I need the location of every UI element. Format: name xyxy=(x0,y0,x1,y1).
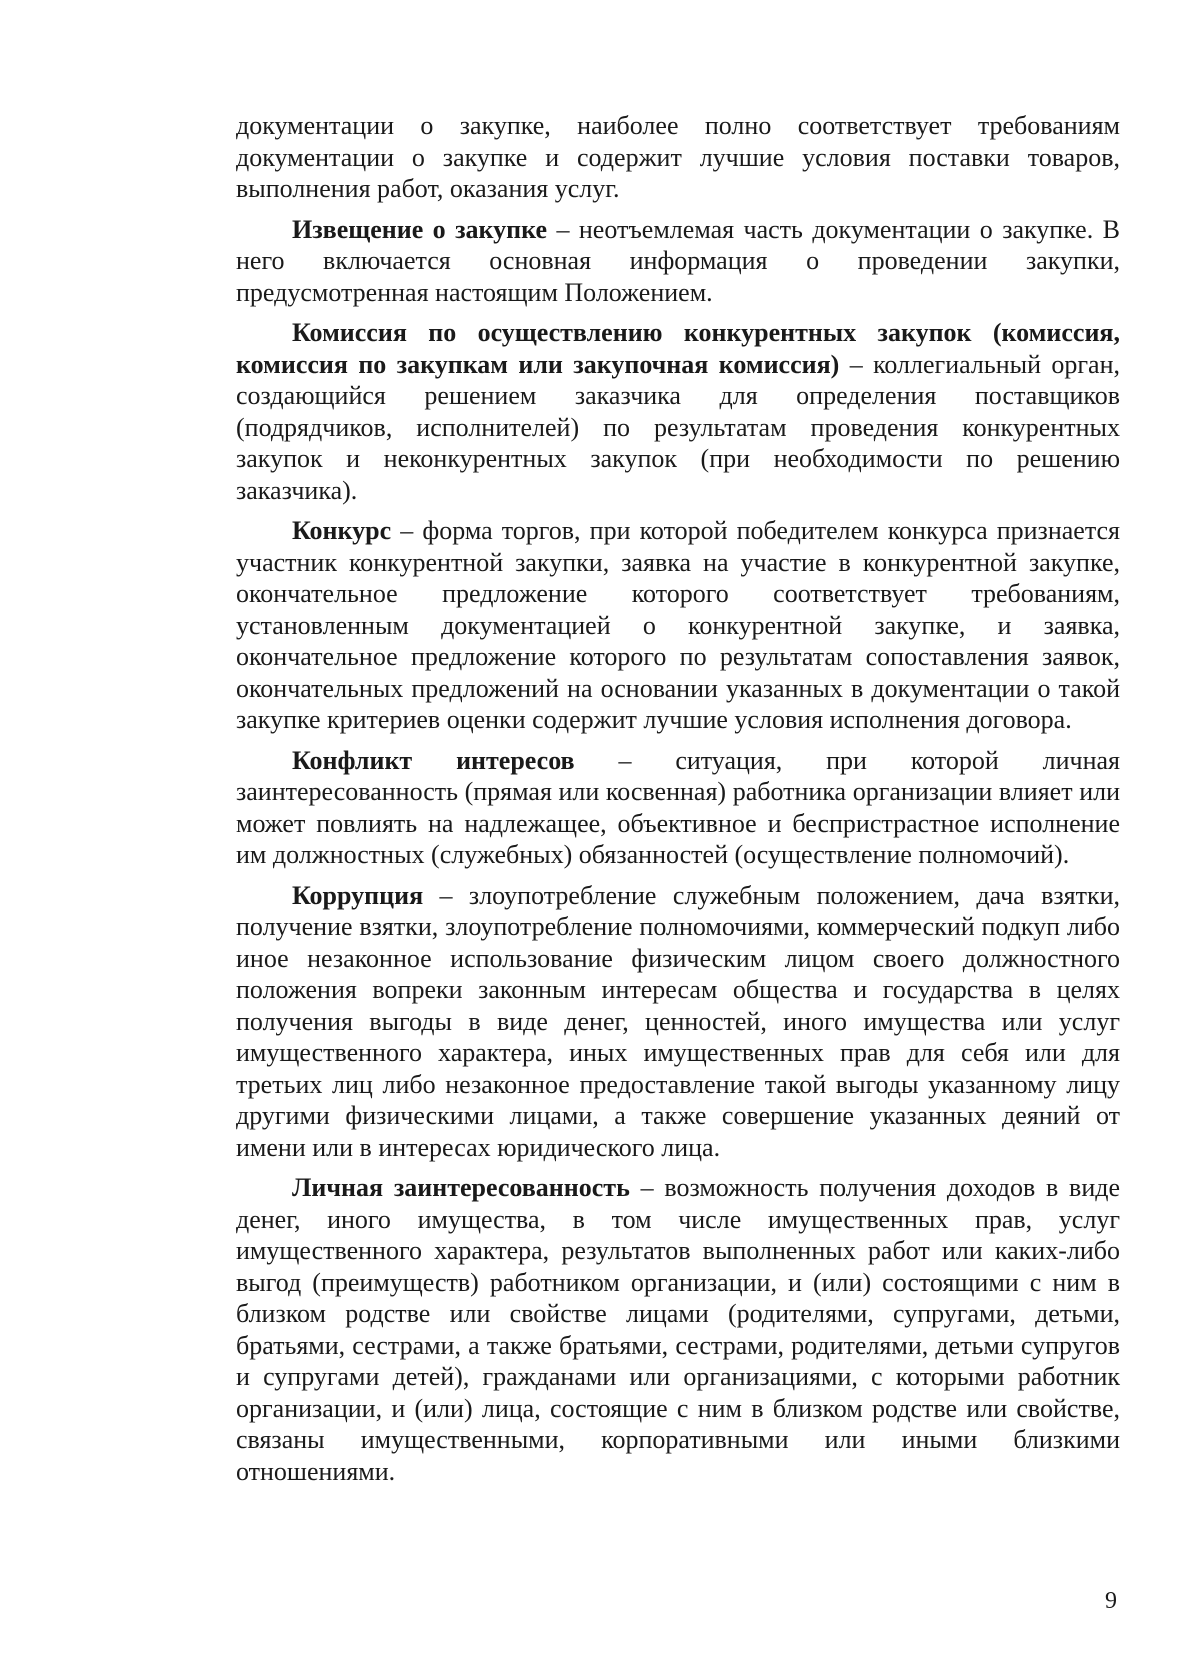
page-number: 9 xyxy=(1105,1588,1117,1614)
definition-text: документации о закупке, наиболее полно соответствует требованиям документации о закупке и содержит лучшие условия поставки товаров, выполнения работ, оказания услуг. xyxy=(236,111,1120,203)
definition-term: Конкурс xyxy=(292,516,392,545)
definition-text: – ситуация, при которой личная заинтересованность (прямая или косвенная) работника организации влияет или может повлиять на надлежащее, объективное и беспристрастное исполнение им должностных (служебных) обязанностей (осуществление полномочий). xyxy=(236,745,1120,869)
paragraph-conflict-of-interest xyxy=(236,745,1120,871)
paragraph-personal-interest xyxy=(236,1172,1120,1487)
definition-term: Извещение о закупке xyxy=(292,214,548,244)
definition-term: Комиссия по осуществлению конкурентных закупок (комиссия, комиссия по закупкам или закупочная комиссия) xyxy=(236,318,1120,379)
paragraph-procurement-notice xyxy=(236,214,1120,309)
paragraph-continuation xyxy=(236,110,1120,205)
definition-term: Личная заинтересованность xyxy=(292,1173,630,1202)
paragraph-procurement-commission xyxy=(236,317,1120,506)
paragraph-tender xyxy=(236,515,1120,736)
definition-text: – коллегиальный орган, создающийся решением заказчика для определения поставщиков (подрядчиков, исполнителей) по результатам проведения конкурентных закупок и неконкурентных закупок (при необходимости по решению заказчика). xyxy=(236,349,1120,505)
definition-text: – злоупотребление служебным положением, дача взятки, получение взятки, злоупотребление полномочиями, коммерческий подкуп либо иное незаконное использование физическим лицом своего должностного положения вопреки законным интересам общества и государства в целях получения выгоды в виде денег, ценностей, иного имущества или услуг имущественного характера, иных имущественных прав для себя или для третьих лиц либо незаконное предоставление такой выгоды указанному лицу другими физическими лицами, а также совершение указанных деяний от имени или в интересах юридического лица. xyxy=(236,880,1120,1162)
document-body xyxy=(236,110,1120,1496)
definition-term: Конфликт интересов xyxy=(292,745,575,775)
definition-text: – возможность получения доходов в виде денег, иного имущества, в том числе имущественных прав, услуг имущественного характера, результатов выполненных работ или каких-либо выгод (преимуществ) работником организации, и (или) состоящими с ним в близком родстве или свойстве лицами (родителями, супругами, детьми, братьями, сестрами, а также братьями, сестрами, родителями, детьми супругов и супругами детей), гражданами или организациями, с которыми работник организации, и (или) лица, состоящие с ним в близком родстве или свойстве, связаны имущественными, корпоративными или иными близкими отношениями. xyxy=(236,1173,1121,1486)
definition-text: – форма торгов, при которой победителем конкурса признается участник конкурентной закупки, заявка на участие в конкурентной закупке, окончательное предложение которого соответствует требованиям, установленным документацией о конкурентной закупке, и заявка, окончательное предложение которого по результатам сопоставления заявок, окончательных предложений на основании указанных в документации о такой закупке критериев оценки содержит лучшие условия исполнения договора. xyxy=(236,516,1120,734)
paragraph-corruption xyxy=(236,880,1120,1164)
definition-text: – неотъемлемая часть документации о закупке. В него включается основная информация о проведении закупки, предусмотренная настоящим Положением. xyxy=(236,214,1120,307)
definition-term: Коррупция xyxy=(292,880,424,910)
